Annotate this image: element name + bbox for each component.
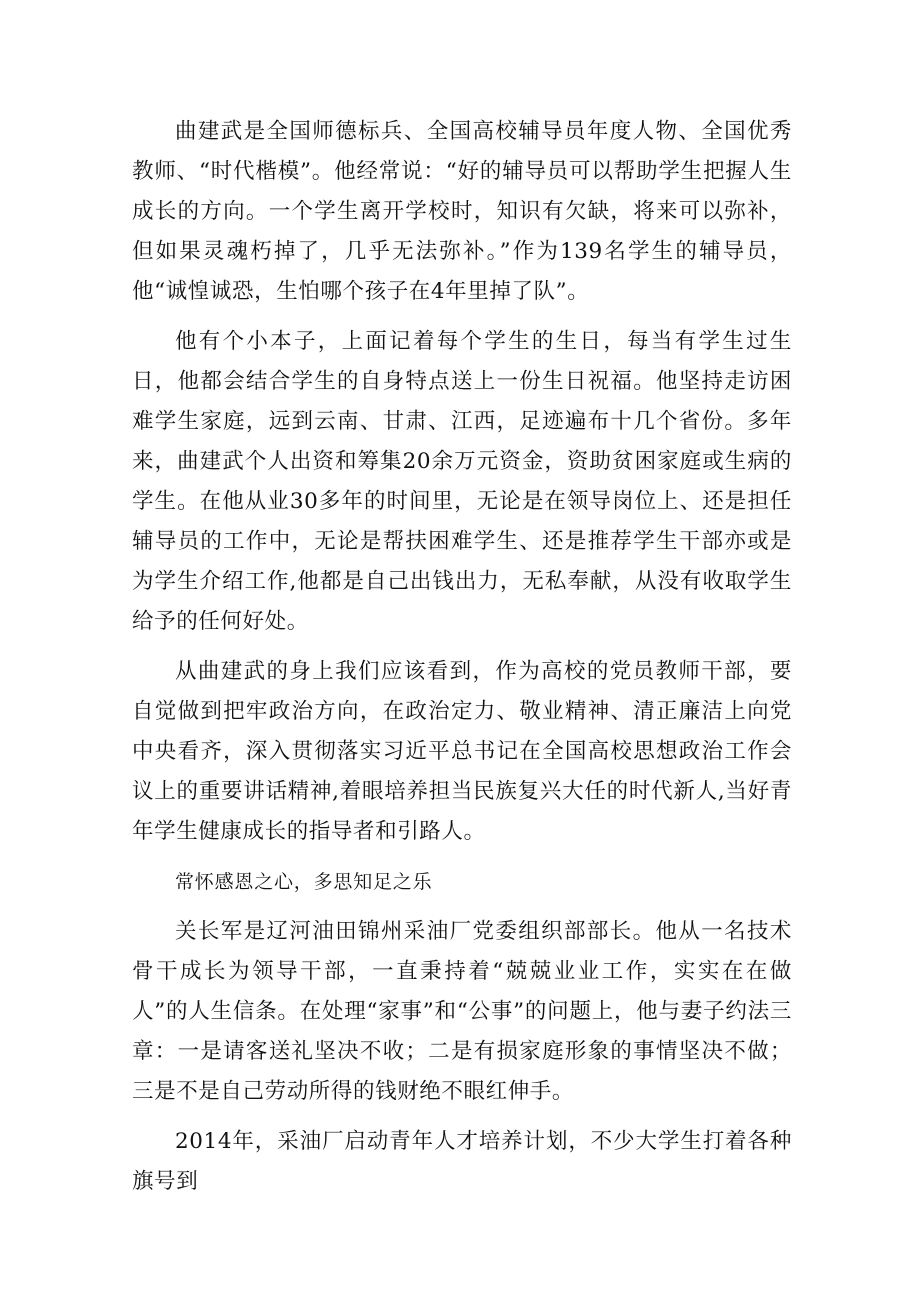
paragraph-qu-jianwu-intro: 曲建武是全国师德标兵、全国高校辅导员年度人物、全国优秀教师、“时代楷模”。他经常说：“好的辅导员可以帮助学生把握人生成长的方向。一个学生离开学校时，知识有欠缺，将来可以弥补，但如果灵魂朽掉了，几乎无法弥补。”作为139名学生的辅导员，他“诚惶诚恐，生怕哪个孩子在4年里掉了队”。 (132, 119, 792, 304)
paragraph-qu-jianwu-notebook: 他有个小本子，上面记着每个学生的生日，每当有学生过生日，他都会结合学生的自身特点送上一份生日祝福。他坚持走访困难学生家庭，远到云南、甘肃、江西，足迹遍布十几个省份。多年来，曲建武个人出资和筹集20余万元资金，资助贫困家庭或生病的学生。在他从业30多年的时间里，无论是在领导岗位上、还是担任辅导员的工作中，无论是帮扶困难学生、还是推荐学生干部亦或是为学生介绍工作,他都是自己出钱出力，无私奉献，从没有收取学生给予的任何好处。 (132, 329, 792, 634)
paragraph-guan-changjun-intro: 关长军是辽河油田锦州采油厂党委组织部部长。他从一名技术骨干成长为领导干部，一直秉持着“兢兢业业工作，实实在在做人”的人生信条。在处理“家事”和“公事”的问题上，他与妻子约法三章：一是请客送礼坚决不收；二是有损家庭形象的事情坚决不做；三是不是自己劳动所得的钱财绝不眼红伸手。 (132, 919, 792, 1104)
paragraph-2014-talent-plan: 2014年，采油厂启动青年人才培养计划，不少大学生打着各种旗号到 (132, 1129, 792, 1194)
document-body (132, 112, 792, 1212)
section-heading: 常怀感恩之心，多思知足之乐 (175, 871, 433, 893)
paragraph-qu-jianwu-lesson: 从曲建武的身上我们应该看到，作为高校的党员教师干部，要自觉做到把牢政治方向，在政治定力、敬业精神、清正廉洁上向党中央看齐，深入贯彻落实习近平总书记在全国高校思想政治工作会议上的重要讲话精神,着眼培养担当民族复兴大任的时代新人,当好青年学生健康成长的指导者和引路人。 (132, 659, 792, 844)
